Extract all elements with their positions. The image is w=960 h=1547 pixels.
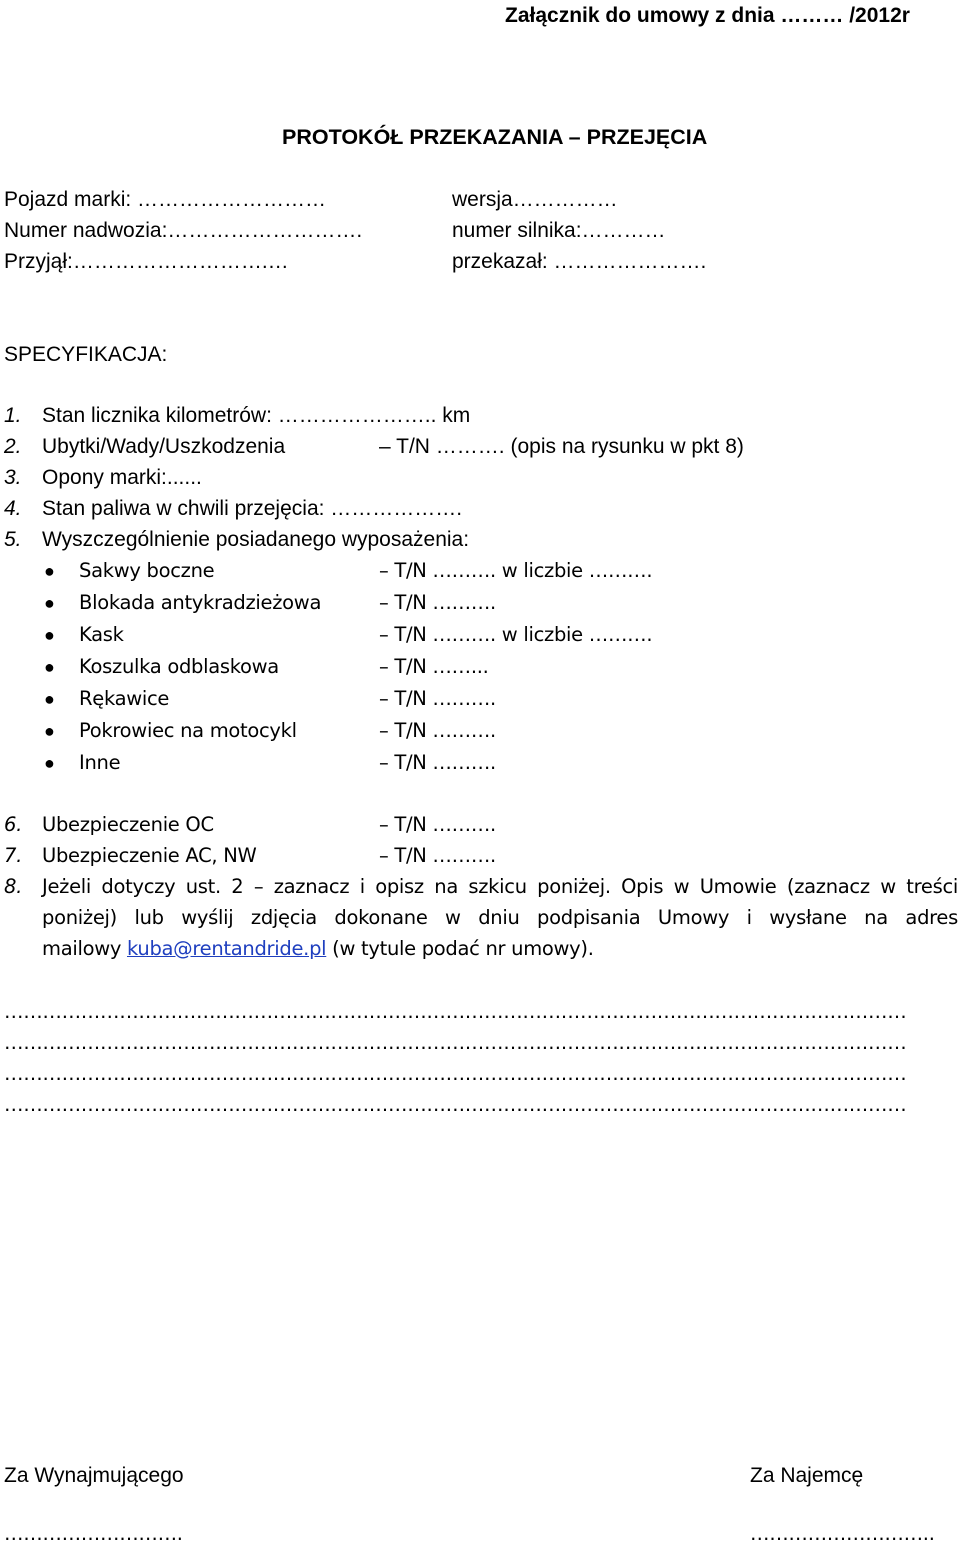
- engine-number: numer silnika:…………: [452, 219, 666, 242]
- signature-line-lessee: ………………………..: [750, 1522, 935, 1545]
- spec-item-num: 7.: [4, 844, 23, 867]
- spec-item-num: 8.: [4, 875, 23, 898]
- item8-line-3-prefix: mailowy: [42, 937, 127, 960]
- equipment-tn: – T/N ……...: [379, 655, 489, 678]
- item8-line-3-suffix: (w tytule podać nr umowy).: [326, 937, 594, 960]
- vehicle-brand: Pojazd marki: ………………………: [4, 188, 327, 211]
- equipment-label: Blokada antykradzieżowa: [79, 591, 322, 614]
- spec-item-num: 3.: [4, 466, 22, 489]
- equipment-label: Rękawice: [79, 687, 170, 710]
- dotted-line: ……………………………………………………………………………………………………………………………: [4, 1033, 907, 1053]
- spec-item-num: 6.: [4, 813, 23, 836]
- equipment-label: Kask: [79, 623, 124, 646]
- equipment-tn: – T/N ……….: [379, 719, 496, 742]
- dotted-line: ……………………………………………………………………………………………………………………………: [4, 1095, 907, 1115]
- email-link[interactable]: kuba@rentandride.pl: [127, 937, 327, 960]
- dotted-line: ……………………………………………………………………………………………………………………………: [4, 1064, 907, 1084]
- spec-item-num: 2.: [4, 435, 22, 458]
- annex-header: Załącznik do umowy z dnia ……… /2012r: [505, 4, 910, 27]
- spec-item-text: Wyszczególnienie posiadanego wyposażenia:: [42, 528, 470, 551]
- bullet-icon: ●: [44, 689, 55, 709]
- spec-item-tn: – T/N ……….: [379, 844, 496, 867]
- bullet-icon: ●: [44, 721, 55, 741]
- equipment-tn: – T/N ………. w liczbie ……….: [379, 559, 653, 582]
- bullet-icon: ●: [44, 561, 55, 581]
- vehicle-version: wersja……………: [452, 188, 618, 211]
- spec-item-text: Ubezpieczenie AC, NW: [42, 844, 257, 867]
- item8-line-1: Jeżeli dotyczy ust. 2 – zaznacz i opisz na szkicu poniżej. Opis w Umowie (zaznacz w treści: [42, 875, 958, 898]
- equipment-tn: – T/N ………. w liczbie ……….: [379, 623, 653, 646]
- signature-label-lessor: Za Wynajmującego: [4, 1464, 184, 1487]
- spec-item-text: Ubezpieczenie OC: [42, 813, 214, 836]
- spec-item-num: 5.: [4, 528, 22, 551]
- spec-item-text: Stan licznika kilometrów: ………………….. km: [42, 404, 471, 427]
- item8-line-3: [42, 939, 594, 959]
- spec-heading: SPECYFIKACJA:: [4, 343, 168, 366]
- spec-item-num: 4.: [4, 497, 22, 520]
- signature-label-lessee: Za Najemcę: [750, 1464, 864, 1487]
- handed-by: przekazał: ………………….: [452, 250, 707, 273]
- signature-line-lessor: ……………………….: [4, 1522, 183, 1545]
- spec-item-text: Stan paliwa w chwili przejęcia: ……………….: [42, 497, 463, 520]
- dotted-line: ……………………………………………………………………………………………………………………………: [4, 1002, 907, 1022]
- equipment-label: Inne: [79, 751, 121, 774]
- spec-item-text: Opony marki:......: [42, 466, 202, 489]
- spec-item-text: Ubytki/Wady/Uszkodzenia: [42, 435, 286, 458]
- bullet-icon: ●: [44, 753, 55, 773]
- equipment-label: Sakwy boczne: [79, 559, 215, 582]
- document-title: PROTOKÓŁ PRZEKAZANIA – PRZEJĘCIA: [282, 125, 708, 149]
- chassis-number: Numer nadwozia:……………………….: [4, 219, 363, 242]
- equipment-label: Pokrowiec na motocykl: [79, 719, 297, 742]
- spec-item-num: 1.: [4, 404, 22, 427]
- bullet-icon: ●: [44, 657, 55, 677]
- received-by: Przyjął:……………………….…: [4, 250, 289, 273]
- bullet-icon: ●: [44, 625, 55, 645]
- spec-item-tn: – T/N ……….: [379, 813, 496, 836]
- item8-line-2: poniżej) lub wyślij zdjęcia dokonane w dniu podpisania Umowy i wysłane na adres: [42, 906, 958, 929]
- spec-item-tn: – T/N ………. (opis na rysunku w pkt 8): [379, 435, 744, 458]
- equipment-label: Koszulka odblaskowa: [79, 655, 279, 678]
- bullet-icon: ●: [44, 593, 55, 613]
- equipment-tn: – T/N ……….: [379, 687, 496, 710]
- equipment-tn: – T/N ……….: [379, 751, 496, 774]
- equipment-tn: – T/N ……….: [379, 591, 496, 614]
